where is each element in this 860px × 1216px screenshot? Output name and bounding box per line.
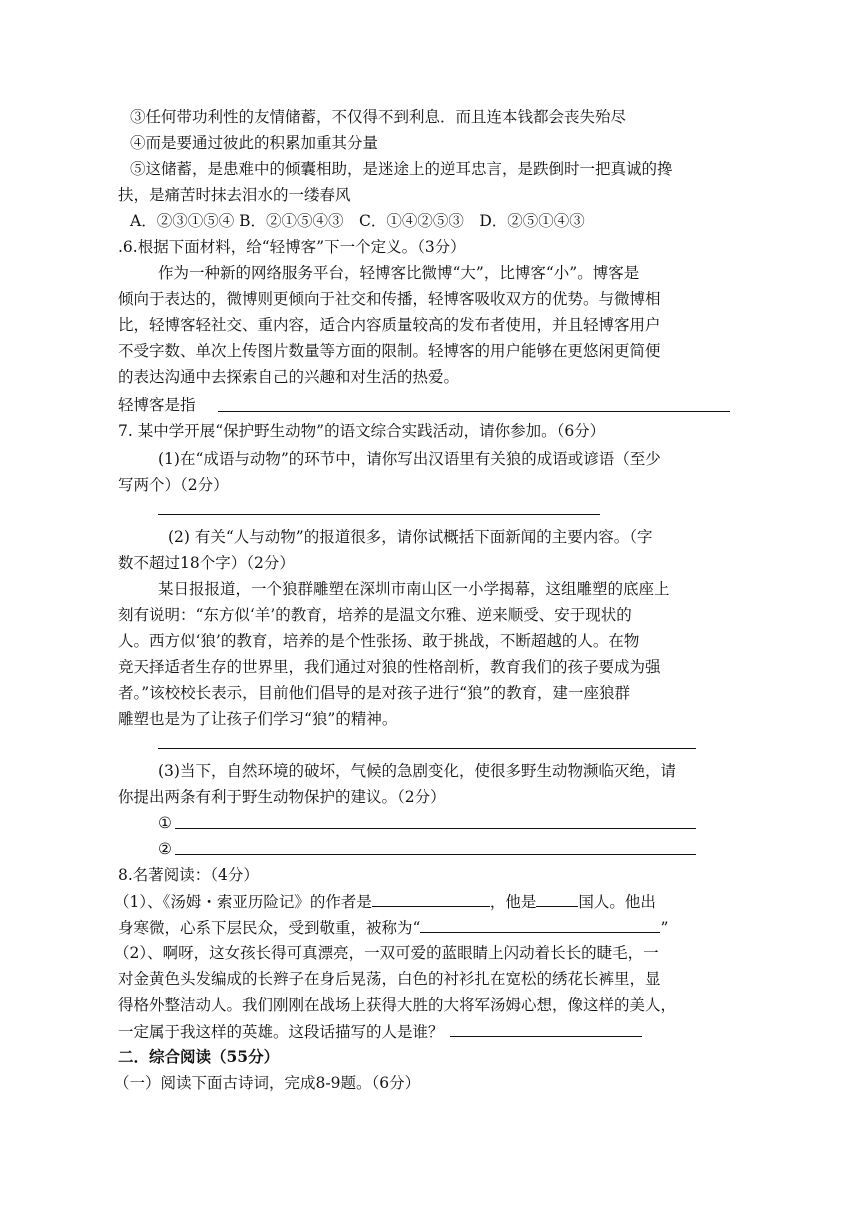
suggestion-1-answer-line[interactable]	[175, 828, 696, 829]
q6-answer-line[interactable]	[218, 411, 730, 412]
q8-part1-line-2	[118, 914, 738, 941]
question-8-title: 8.名著阅读：（4分）	[118, 866, 259, 884]
q7-part1-line: (1)在“成语与动物”的环节中，请你写出汉语里有关狼的成语或谚语（至少	[158, 450, 661, 468]
q7-part2-answer-line[interactable]	[158, 748, 696, 749]
question-6-title: .6.根据下面材料，给“轻博客”下一个定义。（3分）	[118, 238, 466, 256]
news-line: 某日报报道，一个狼群雕塑在深圳市南山区一小学揭幕，这组雕塑的底座上	[158, 580, 670, 598]
title-blank[interactable]	[420, 914, 660, 933]
news-line: 刻有说明：“东方似‘羊’的教育，培养的是温文尔雅、逆来顺受、安于现状的	[118, 606, 632, 624]
q7-part3-line: (3)当下，自然环境的破坏，气候的急剧变化，使很多野生动物濒临灭绝，请	[158, 762, 676, 780]
q7-part2-line: (2) 有关“人与动物”的报道很多，请你试概括下面新闻的主要内容。（字	[168, 528, 653, 546]
author-blank[interactable]	[372, 888, 490, 907]
q8-part1-text-a: （1）、《汤姆・索亚历险记》的作者是	[114, 893, 372, 911]
news-line: 人。西方似‘狼’的教育，培养的是个性张扬、敢于挑战，不断超越的人。在物	[118, 632, 640, 650]
answer-choices: A．②③①⑤④ B．②①⑤④③ C．①④②⑤③ D．②⑤①④③	[130, 212, 585, 230]
q8-part1-text-c: 国人。他出	[578, 893, 656, 911]
q8-part1-text-b: ，他是	[489, 893, 537, 911]
q8-part1-line	[114, 888, 734, 915]
q6-material-line: 的表达沟通中去探索自己的兴趣和对生活的热爱。	[118, 368, 460, 386]
character-blank[interactable]	[450, 1018, 642, 1037]
q8-part2-text: 一定属于我这样的英雄。这段话描写的人是谁？	[118, 1023, 444, 1041]
q6-material-line: 作为一种新的网络服务平台，轻博客比微博“大”，比博客“小”。博客是	[158, 264, 640, 282]
section-2-heading: 二．综合阅读（55分）	[118, 1047, 280, 1066]
option-line-5: ⑤这储蓄，是患难中的倾囊相助，是迷途上的逆耳忠言，是跌倒时一把真诚的搀	[130, 160, 673, 178]
suggestion-2-answer-line[interactable]	[175, 854, 696, 855]
q6-material-line: 比，轻博客轻社交、重内容，适合内容质量较高的发布者使用，并且轻博客用户	[118, 316, 661, 334]
q8-part2-line: 对金黄色头发编成的长辫子在身后晃荡，白色的衬衫扎在宽松的绣花长裤里，显	[118, 970, 661, 988]
q6-answer-prompt: 轻博客是指	[118, 396, 196, 414]
suggestion-2-marker: ②	[158, 840, 172, 858]
q6-material-line: 不受字数、单次上传图片数量等方面的限制。轻博客的用户能够在更悠闲更简便	[118, 342, 661, 360]
q7-part1-answer-line[interactable]	[158, 514, 600, 515]
option-line-4: ④而是要通过彼此的积累加重其分量	[130, 134, 379, 152]
q8-part2-line	[118, 1018, 738, 1045]
q6-material-line: 倾向于表达的，微博则更倾向于社交和传播，轻博客吸收双方的优势。与微博相	[118, 290, 661, 308]
q8-part2-line: （2）、啊呀，这女孩长得可真漂亮，一双可爱的蓝眼睛上闪动着长长的睫毛，一	[114, 944, 659, 962]
q8-part1-text-d: 身寒微，心系下层民众，受到敬重，被称为“	[118, 919, 421, 937]
q7-part1-line: 写两个）（2分）	[118, 476, 229, 494]
q7-part3-line: 你提出两条有利于野生动物保护的建议。（2分）	[118, 788, 446, 806]
q8-part1-text-e: ”	[660, 919, 669, 937]
option-line-3: ③任何带功利性的友情储蓄，不仅得不到利息．而且连本钱都会丧失殆尽	[130, 108, 627, 126]
q7-part2-line: 数不超过18个字）（2分）	[118, 554, 295, 572]
news-line: 竞天择适者生存的世界里，我们通过对狼的性格剖析，教育我们的孩子要成为强	[118, 658, 661, 676]
news-line: 雕塑也是为了让孩子们学习“狼”的精神。	[118, 710, 398, 728]
q8-part2-line: 得格外整洁动人。我们刚刚在战场上获得大胜的大将军汤姆心想，像这样的美人，	[118, 996, 677, 1014]
section-2-subheading: （一）阅读下面古诗词，完成8-9题。（6分）	[114, 1074, 421, 1092]
question-7-title: 7. 某中学开展“保护野生动物”的语文综合实践活动，请你参加。（6分）	[118, 422, 606, 440]
nationality-blank[interactable]	[536, 888, 578, 907]
news-line: 者。”该校校长表示，目前他们倡导的是对孩子进行“狼”的教育，建一座狼群	[118, 684, 631, 702]
option-line-5-cont: 扶，是痛苦时抹去泪水的一缕春风	[118, 186, 351, 204]
suggestion-1-marker: ①	[158, 814, 172, 832]
